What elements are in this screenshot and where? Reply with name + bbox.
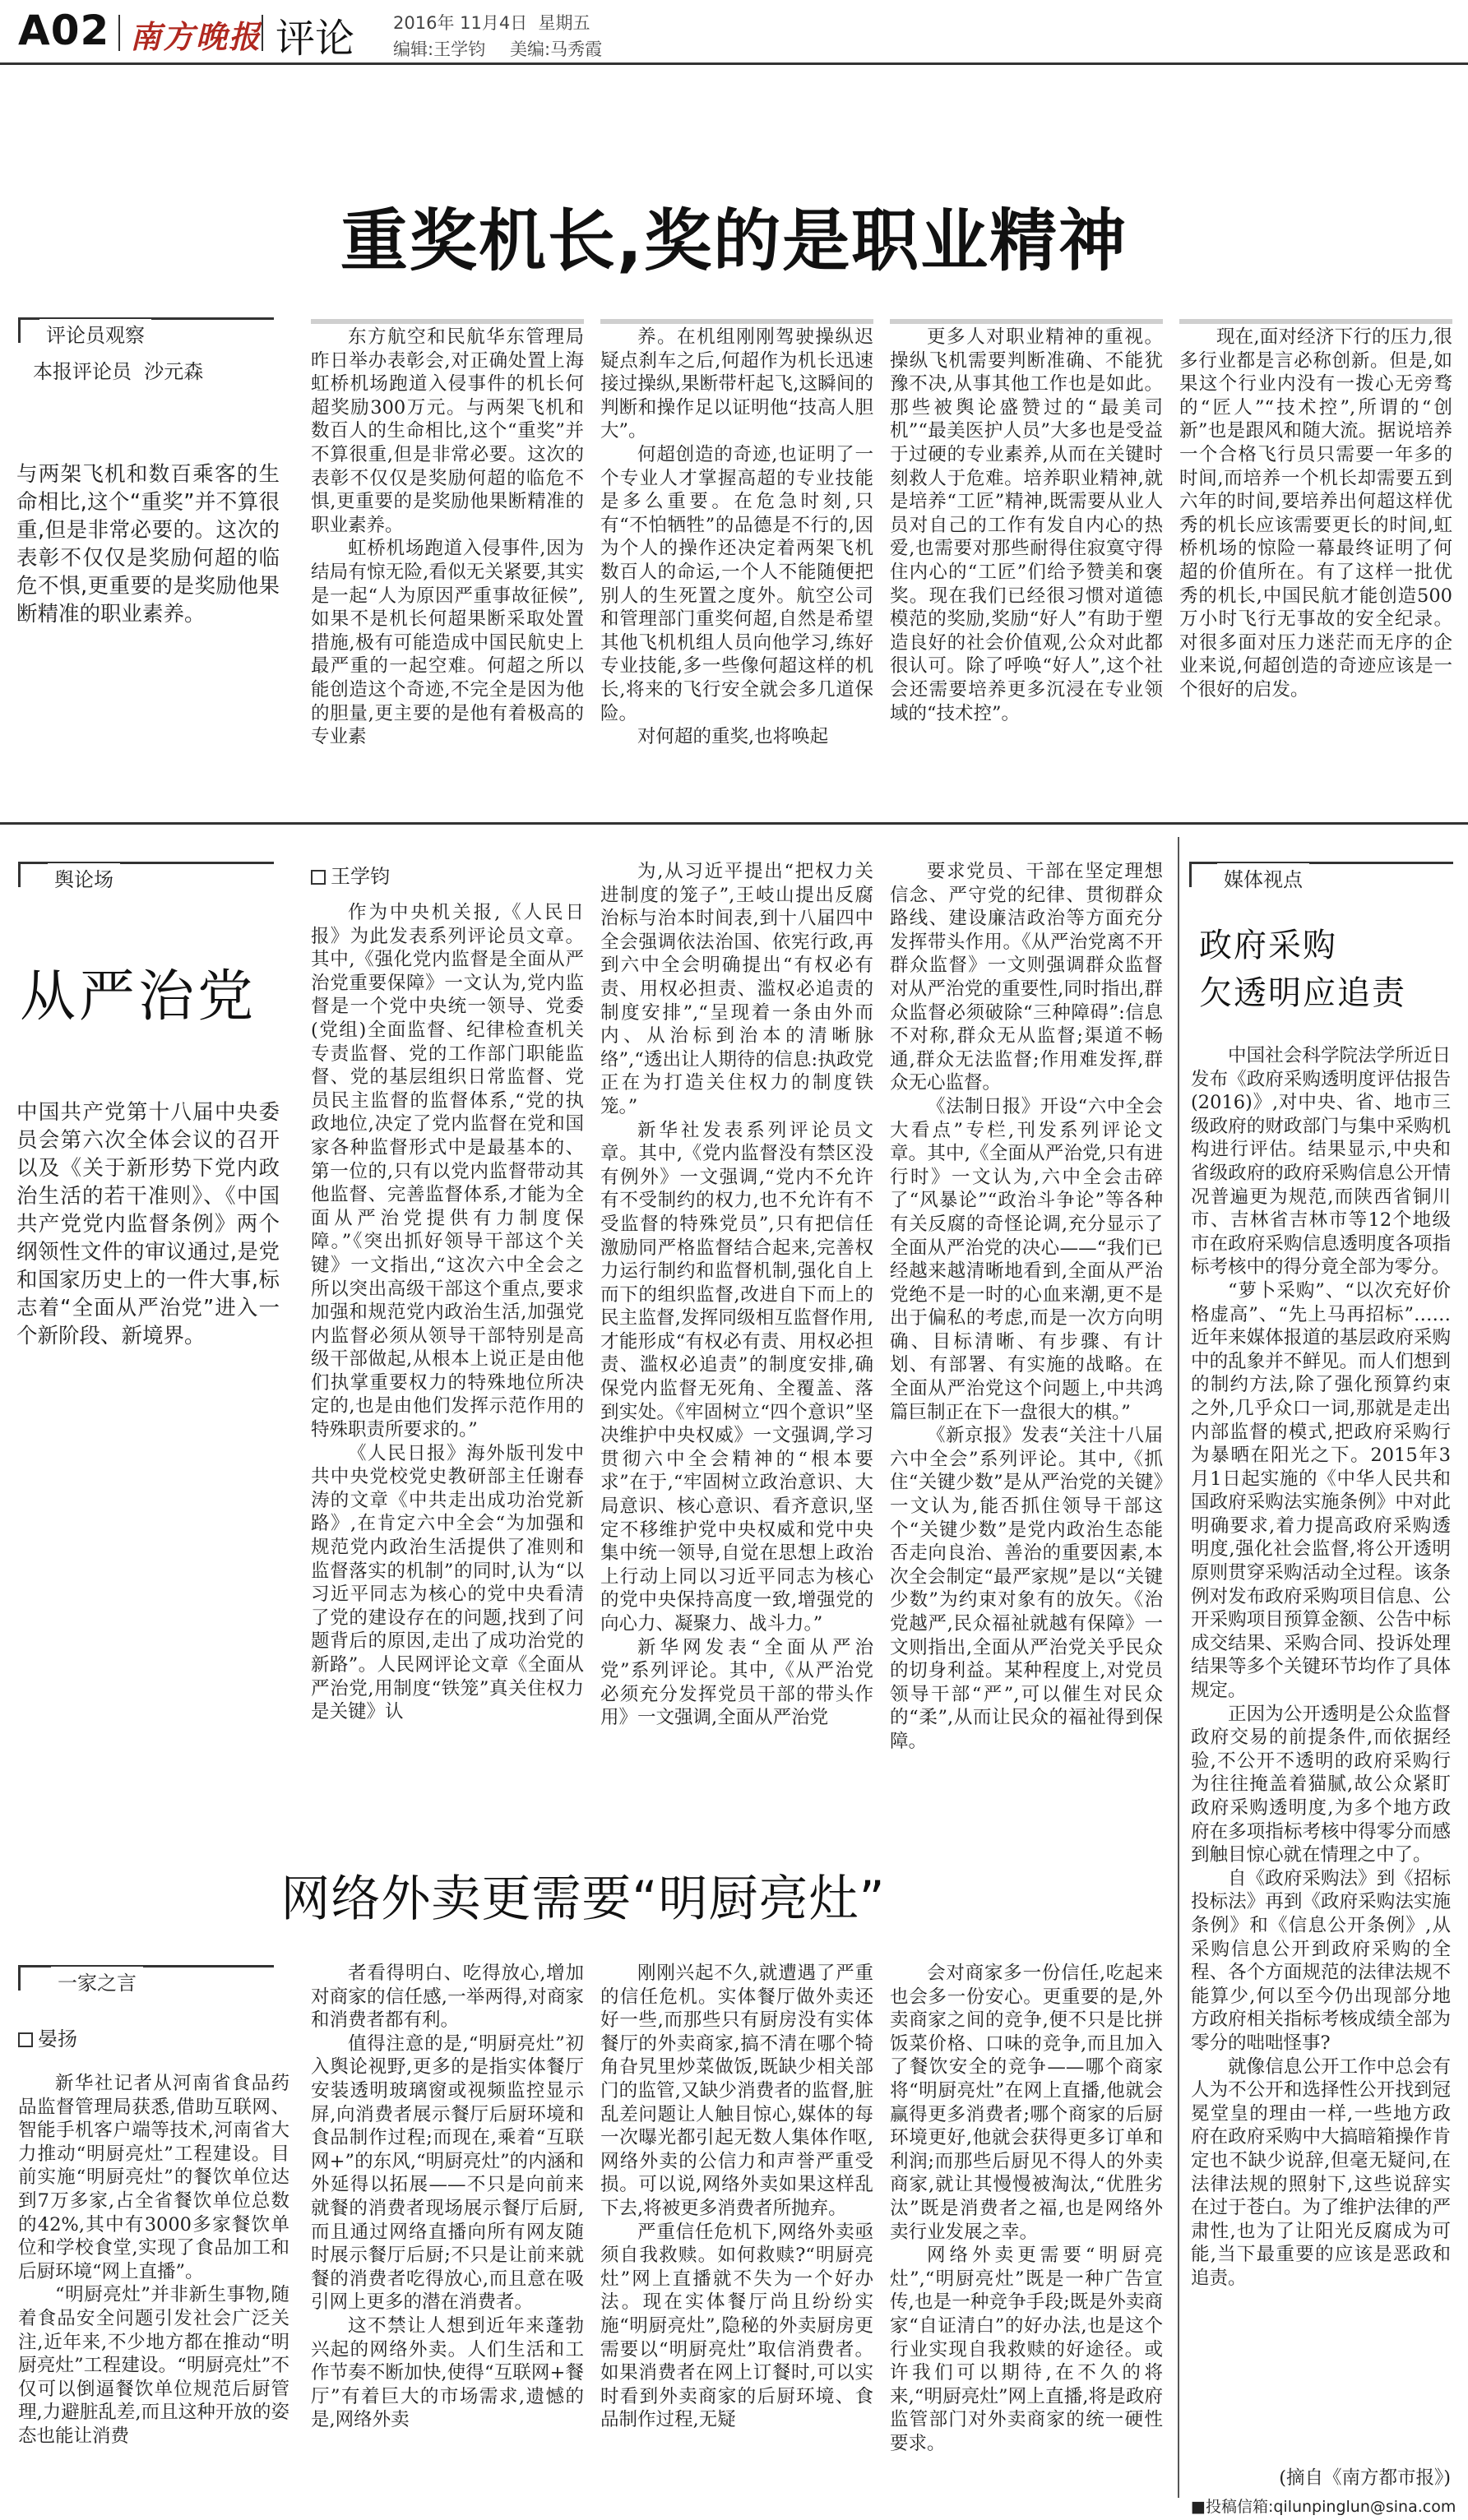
editor-credit: 编辑:王学钧 <box>393 39 486 59</box>
paragraph: 东方航空和民航华东管理局昨日举办表彰会,对正确处置上海虹桥机场跑道入侵事件的机长何超奖励300万元。与两架飞机和数百人的生命相比,这个“重奖”并不算很重,但是非常必要。这次的表彰不仅仅是奖励何超的临危不惧,更重要的是奖励他果断精准的职业素养。 <box>311 326 584 536</box>
article2-author <box>311 860 390 889</box>
article1-column <box>890 326 1163 801</box>
paragraph: 者看得明白、吃得放心,增加对商家的信任感,一举两得,对商家和消费者都有利。 <box>311 1963 584 2032</box>
article1-byline: 本报评论员 沙元森 <box>33 360 204 383</box>
paragraph: 正因为公开透明是公众监督政府交易的前提条件,而依据经验,不公开不透明的政府采购行为往往掩盖着猫腻,故公众紧盯政府采购透明度,为多个地方政府在多项指标考核中得零分而感到触目惊心就在情理之中了。 <box>1191 1703 1451 1866</box>
section-name: 评论 <box>276 16 355 62</box>
article4-column <box>18 2072 289 2508</box>
column-bar <box>890 319 1163 324</box>
article3-headline-line1: 政府采购 <box>1199 927 1337 964</box>
column-divider <box>1178 837 1179 2498</box>
article4-author-name: 晏扬 <box>38 2028 77 2051</box>
article2-column <box>311 901 584 1723</box>
article3-category: 媒体视点 <box>1217 863 1309 892</box>
article1-column <box>600 326 873 801</box>
paragraph: 为,从习近平提出“把权力关进制度的笼子”,王岐山提出反腐治标与治本时间表,到十八届四中全会强调依法治国、依宪行政,再到六中全会明确提出“有权必有责、用权必担责、滥权必追责的制度安排”,“呈现着一条由外而内、从治标到治本的清晰脉络”,“透出让人期待的信息:执政党正在为打造关住权力的制度铁笼。” <box>600 861 873 1117</box>
article1-category: 评论员观察 <box>39 319 151 348</box>
paragraph: “明厨亮灶”并非新生事物,随着食品安全问题引发社会广泛关注,近年来,不少地方都在推动“明厨亮灶”工程建设。“明厨亮灶”不仅可以倒逼餐饮单位规范后厨管理,力避脏乱差,而且这种开放的姿态也能让消费 <box>18 2284 289 2447</box>
paragraph: 何超创造的奇迹,也证明了一个专业人才掌握高超的专业技能是多么重要。在危急时刻,只有“不怕牺牲”的品德是不行的,因为个人的操作还决定着两架飞机数百人的命运,一个人不能随便把别人的生死置之度外。航空公司和管理部门重奖何超,自然是希望其他飞机机组人员向他学习,练好专业技能,多一些像何超这样的机长,将来的飞行安全就会多几道保险。 <box>600 443 873 724</box>
header-divider <box>262 15 263 51</box>
article4-headline: 网络外卖更需要“明厨亮灶” <box>280 1870 886 1928</box>
paragraph: “萝卜采购”、“以次充好价格虚高”、“先上马再招标”……近年来媒体报道的基层政府采购中的乱象并不鲜见。而人们想到的制约方法,除了强化预算约束之外,几乎众口一词,那就是走出内部监督的模式,把政府采购行为暴晒在阳光之下。2015年3月1日起实施的《中华人民共和国政府采购法实施条例》中对此明确要求,着力提高政府采购透明度,强化社会监督,将公开透明原则贯穿采购活动全过程。该条例对发布政府采购项目信息、公开采购项目预算金额、公告中标成交结果、采购合同、投诉处理结果等多个关键环节均作了具体规定。 <box>1191 1279 1451 1702</box>
issue-date: 2016年 11月4日 星期五 <box>393 13 590 33</box>
paragraph: 《法制日报》开设“六中全会大看点”专栏,刊发系列评论文章。其中,《全面从严治党,只有进行时》一文认为,六中全会击碎了“风暴论”“政治斗争论”等各种有关反腐的奇怪论调,充分显示了全面从严治党的决心——“我们已经越来越清晰地看到,全面从严治党绝不是一时的心血来潮,更不是出于偏私的考虑,而是一次方向明确、目标清晰、有步骤、有计划、有部署、有实施的战略。在全面从严治党这个问题上,中共鸿篇巨制正在下一盘很大的棋。” <box>890 1095 1163 1423</box>
contact-line <box>1191 2495 1456 2517</box>
paragraph: 会对商家多一份信任,吃起来也会多一份安心。更重要的是,外卖商家之间的竞争,便不只是比拼饭菜价格、口味的竞争,而且加入了餐饮安全的竞争——哪个商家将“明厨亮灶”在网上直播,他就会赢得更多消费者;哪个商家的后厨环境更好,他就会获得更多订单和利润;而那些后厨见不得人的外卖商家,就让其慢慢被淘汰,“优胜劣汰”既是消费者之福,也是网络外卖行业发展之幸。 <box>890 1963 1163 2243</box>
column-bar <box>600 319 873 324</box>
paragraph: 网络外卖更需要“明厨亮灶”,“明厨亮灶”既是一种广告宣传,也是一种竞争手段;既是外卖商家“自证清白”的好办法,也是这个行业实现自我救赎的好途径。或许我们可以期待,在不久的将来,“明厨亮灶”网上直播,将是政府监管部门对外卖商家的统一硬性要求。 <box>890 2245 1163 2454</box>
article4-author <box>18 2023 77 2051</box>
page-number: A02 <box>18 7 110 54</box>
article4-category: 一家之言 <box>51 1967 143 1995</box>
section-rule <box>0 822 1468 825</box>
article4-column <box>600 1962 873 2508</box>
paragraph: 自《政府采购法》到《招标投标法》再到《政府采购法实施条例》和《信息公开条例》,从采购信息公开到政府采购的全程、各个方面规范的法律法规不能算少,何以至今仍出现部分地方政府相关指标考核成绩全部为零分的咄咄怪事? <box>1191 1867 1451 2054</box>
paragraph: 这不禁让人想到近年来蓬勃兴起的网络外卖。人们生活和工作节奏不断加快,使得“互联网+餐厅”有着巨大的市场需求,遗憾的是,网络外卖 <box>311 2314 584 2431</box>
article2-headline: 从严治党 <box>20 964 257 1029</box>
paragraph: 新华社发表系列评论员文章。其中,《党内监督没有禁区没有例外》一文强调,“党内不允许有不受制约的权力,也不允许有不受监督的特殊党员”,只有把信任激励同严格监督结合起来,完善权力运行制约和监督机制,强化自上而下的组织监督,改进自下而上的民主监督,发挥同级相互监督作用,才能形成“有权必有责、用权必担责、滥权必追责”的制度安排,确保党内监督无死角、全覆盖、落到实处。《牢固树立“四个意识”坚决维护中央权威》一文强调,学习贯彻六中全会精神的“根本要求”在于,“牢固树立政治意识、大局意识、核心意识、看齐意识,坚定不移维护党中央权威和党中央集中统一领导,自觉在思想上政治上行动上同以习近平同志为核心的党中央保持高度一致,增强党的向心力、凝聚力、战斗力。” <box>600 1119 873 1635</box>
paragraph: 严重信任危机下,网络外卖亟须自我救赎。如何救赎?“明厨亮灶”网上直播就不失为一个好办法。现在实体餐厅尚且纷纷实施“明厨亮灶”,隐秘的外卖厨房更需要以“明厨亮灶”取信消费者。如果消费者在网上订餐时,可以实时看到外卖商家的后厨环境、食品制作过程,无疑 <box>600 2221 873 2431</box>
contact-label: ■投稿信箱: <box>1191 2498 1274 2516</box>
paragraph: 《人民日报》海外版刊发中共中央党校党史教研部主任谢春涛的文章《中共走出成功治党新路》,在肯定六中全会“为加强和规范党内政治生活提供了准则和监督落实的机制”的同时,认为“以习近平同志为核心的党中央看清了党的建设存在的问题,找到了问题背后的原因,走出了成功治党的新路”。人民网评论文章《全面从严治党,用制度“铁笼”真关住权力是关键》认 <box>311 1442 584 1723</box>
paragraph: 中国社会科学院法学所近日发布《政府采购透明度评估报告(2016)》,对中央、省、地市三级政府的财政部门与集中采购机构进行评估。结果显示,中央和省级政府的政府采购信息公开情况普遍更为规范,而陕西省铜川市、吉林省吉林市等12个地级市在政府采购信息透明度各项指标考核中的得分竟全部为零分。 <box>1191 1045 1451 1278</box>
article3-source: (摘自《南方都市报》) <box>1279 2467 1451 2489</box>
paragraph: 养。在机组刚刚驾驶操纵迟疑点刹车之后,何超作为机长迅速接过操纵,果断带杆起飞,这瞬间的判断和操作足以证明他“技高人胆大”。 <box>600 326 873 442</box>
header-divider <box>118 15 120 51</box>
paragraph: 对何超的重奖,也将唤起 <box>637 726 829 748</box>
article3-body <box>1191 1044 1451 2462</box>
article1-summary: 与两架飞机和数百乘客的生命相比,这个“重奖”并不算很重,但是非常必要的。这次的表彰不仅仅是奖励何超的临危不惧,更重要的是奖励他果断精准的职业素养。 <box>16 462 280 627</box>
paragraph: 刚刚兴起不久,就遭遇了严重的信任危机。实体餐厅做外卖还好一些,而那些只有厨房没有实体餐厅的外卖商家,搞不清在哪个犄角旮旯里炒菜做饭,既缺少相关部门的监管,又缺少消费者的监督,脏乱差问题让人触目惊心,媒体的每一次曝光都引起无数人集体作呕,网络外卖的公信力和声誉严重受损。可以说,网络外卖如果这样乱下去,将被更多消费者所抛弃。 <box>600 1963 873 2219</box>
designer-credit: 美编:马秀霞 <box>510 39 603 59</box>
column-bar <box>311 319 584 324</box>
paragraph: 就像信息公开工作中总会有人为不公开和选择性公开找到冠冕堂皇的理由一样,一些地方政府在政府采购中大搞暗箱操作肯定也不缺少说辞,但毫无疑问,在法律法规的照射下,这些说辞实在过于苍白。为了维护法律的严肃性,也为了让阳光反腐成为可能,当下最重要的应该是恶政和追责。 <box>1191 2055 1451 2289</box>
article2-category: 舆论场 <box>48 863 120 892</box>
author-square-icon <box>311 870 326 885</box>
article2-author-name: 王学钧 <box>331 865 390 888</box>
contact-email[interactable]: qilunpinglun@sina.com <box>1273 2498 1456 2516</box>
paragraph: 新华社记者从河南省食品药品监督管理局获悉,借助互联网、智能手机客户端等技术,河南省大力推动“明厨亮灶”工程建设。目前实施“明厨亮灶”的餐饮单位达到7万多家,占全省餐饮单位总数的42%,其中有3000多家餐饮单位和学校食堂,实现了食品加工和后厨环境“网上直播”。 <box>18 2073 289 2282</box>
article1-column <box>1179 326 1452 801</box>
article4-column <box>890 1962 1163 2508</box>
article3-headline-line2: 欠透明应追责 <box>1199 974 1406 1012</box>
paragraph: 虹桥机场跑道入侵事件,因为结局有惊无险,看似无关紧要,其实是一起“人为原因严重事故征候”,如果不是机长何超果断采取处置措施,极有可能造成中国民航史上最严重的一起空难。何超之所以能创造这个奇迹,不完全是因为他的胆量,更主要的是他有着极高的专业素 <box>311 538 584 748</box>
author-square-icon <box>18 2032 33 2047</box>
article1-column <box>311 326 584 801</box>
paragraph: 值得注意的是,“明厨亮灶”初入舆论视野,更多的是指实体餐厅安装透明玻璃窗或视频监控显示屏,向消费者展示餐厅后厨环境和食品制作过程;而现在,乘着“互联网+”的东风,“明厨亮灶”的内涵和外延得以拓展——不只是向前来就餐的消费者现场展示餐厅后厨,而且通过网络直播向所有网友随时展示餐厅后厨;不只是让前来就餐的消费者吃得放心,而且意在吸引网上更多的潜在消费者。 <box>311 2032 584 2314</box>
article2-column <box>600 860 873 1729</box>
article2-summary: 中国共产党第十八届中央委员会第六次全体会议的召开以及《关于新形势下党内政治生活的若干准则》、《中国共产党党内监督条例》两个纲领性文件的审议通过,是党和国家历史上的一件大事,标志着“全面从严治党”进入一个新阶段、新境界。 <box>16 1100 280 1348</box>
article4-column <box>311 1962 584 2508</box>
column-bar <box>1179 319 1452 324</box>
newspaper-logo: 南方晚报 <box>130 18 262 55</box>
header-rule <box>0 62 1468 65</box>
paragraph: 要求党员、干部在坚定理想信念、严守党的纪律、贯彻群众路线、建设廉洁政治等方面充分发挥带头作用。《从严治党离不开群众监督》一文则强调群众监督对从严治党的重要性,同时指出,群众监督必须破除“三种障碍”:信息不对称,群众无从监督;渠道不畅通,群众无法监督;作用难发挥,群众无心监督。 <box>890 861 1163 1094</box>
article1-headline: 重奖机长,奖的是职业精神 <box>340 202 1128 280</box>
paragraph: 新华网发表“全面从严治党”系列评论。其中,《从严治党必须充分发挥党员干部的带头作用》一文强调,全面从严治党 <box>600 1636 873 1729</box>
paragraph: 更多人对职业精神的重视。操纵飞机需要判断准确、不能犹豫不决,从事其他工作也是如此。那些被舆论盛赞过的“最美司机”“最美医护人员”大多也是受益于过硬的专业素养,从而在关键时刻救人于危难。培养职业精神,就是培养“工匠”精神,既需要从业人员对自己的工作有发自内心的热爱,也需要对那些耐得住寂寞守得住内心的“工匠”们给予赞美和褒奖。现在我们已经很习惯对道德模范的奖励,奖励“好人”有助于塑造良好的社会价值观,公众对此都很认可。除了呼唤“好人”,这个社会还需要培养更多沉浸在专业领域的“技术控”。 <box>890 326 1163 724</box>
paragraph: 作为中央机关报,《人民日报》为此发表系列评论员文章。其中,《强化党内监督是全面从严治党重要保障》一文认为,党内监督是一个党中央统一领导、党委(党组)全面监督、纪律检查机关专责监督、党的工作部门职能监督、党的基层组织日常监督、党员民主监督的监督体系,“党的执政地位,决定了党内监督在党和国家各种监督形式中是最基本的、第一位的,只有以党内监督带动其他监督、完善监督体系,才能为全面从严治党提供有力制度保障。”《突出抓好领导干部这个关键》一文指出,“这次六中全会之所以突出高级干部这个重点,要求加强和规范党内政治生活,加强党内监督必须从领导干部特别是高级干部做起,从根本上说正是由他们执掌重要权力的特殊地位所决定的,也是由他们发挥示范作用的特殊职责所要求的。” <box>311 902 584 1441</box>
paragraph: 现在,面对经济下行的压力,很多行业都是言必称创新。但是,如果这个行业内没有一拨心无旁骛的“匠人”“技术控”,所谓的“创新”也是跟风和随大流。据说培养一个合格飞行员只需要一年多的时间,而培养一个机长却需要五到六年的时间,要培养出何超这样优秀的机长应该需要更长的时间,虹桥机场的惊险一幕最终证明了何超的价值所在。有了这样一批优秀的机长,中国民航才能创造500万小时飞行无事故的安全纪录。对很多面对压力迷茫而无序的企业来说,何超创造的奇迹应该是一个很好的启发。 <box>1179 326 1452 701</box>
paragraph: 《新京报》发表“关注十八届六中全会”系列评论。其中,《抓住“关键少数”是从严治党的关键》一文认为,能否抓住领导干部这个“关键少数”是党内政治生态能否走向良治、善治的重要因素,本次全会制定“最严家规”是以“关键少数”为约束对象有的放矢。《治党越严,民众福祉就越有保障》一文则指出,全面从严治党关乎民众的切身利益。某种程度上,对党员领导干部“严”,可以催生对民众的“柔”,从而让民众的福祉得到保障。 <box>890 1425 1163 1752</box>
article2-column <box>890 860 1163 1752</box>
